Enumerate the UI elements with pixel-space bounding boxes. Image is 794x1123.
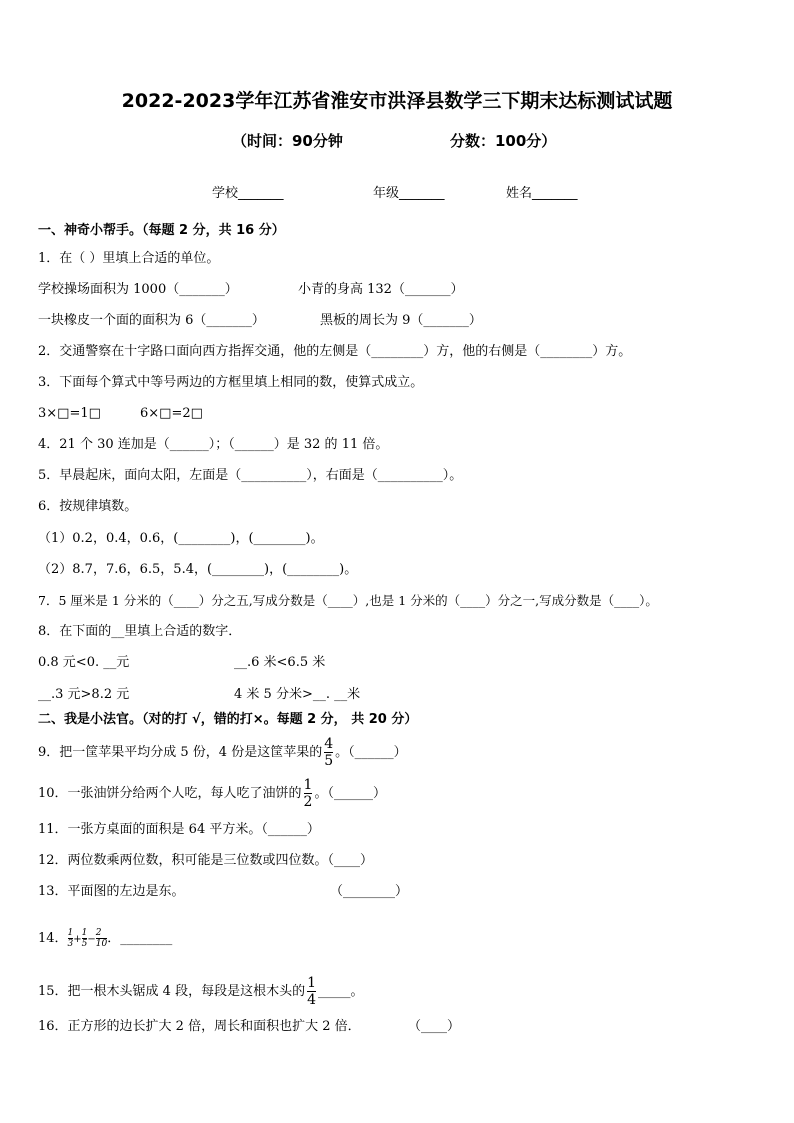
question-10-text: 10．一张油饼分给两个人吃，每人吃了油饼的 — [38, 786, 302, 801]
question-7: 7．5 厘米是 1 分米的（____）分之五,写成分数是（____）,也是 1 分米的（____）分之一,写成分数是（____）。 — [38, 593, 658, 608]
question-13: 13．平面图的左边是东。 — [38, 884, 185, 899]
question-9-answer: 。（______） — [335, 745, 407, 760]
question-13-answer: （________） — [330, 884, 409, 899]
fraction-denominator: 3 — [67, 939, 74, 949]
fraction-denominator: 5 — [81, 939, 88, 949]
fraction-denominator: 10 — [95, 939, 108, 949]
question-15 — [38, 975, 364, 1009]
question-8d: 4 米 5 分米>__. __米 — [234, 687, 361, 702]
fraction-numerator: 4 — [324, 736, 334, 752]
question-6a: （1）0.2，0.4，0.6，(________)，(________)。 — [38, 531, 324, 546]
question-8c: __.3 元>8.2 元 — [38, 687, 130, 702]
question-16-answer: （____） — [408, 1019, 461, 1034]
question-1: 1．在（ ）里填上合适的单位。 — [38, 251, 220, 266]
minus-sign: − — [87, 934, 96, 945]
fraction-1-4 — [307, 975, 316, 1008]
question-3a: 3×□=1□ — [38, 406, 101, 421]
fraction-4-5 — [324, 736, 333, 769]
question-14 — [38, 926, 172, 953]
question-10 — [38, 777, 386, 811]
fraction-numerator: 1 — [67, 928, 74, 938]
plus-sign: + — [73, 934, 82, 945]
question-1d: 黑板的周长为 9（_______） — [320, 313, 482, 328]
section-1-heading: 一、神奇小帮手。（每题 2 分，共 16 分） — [38, 223, 285, 238]
question-1c: 一块橡皮一个面的面积为 6（_______） — [38, 313, 265, 328]
name-field: 姓名_______ — [506, 186, 578, 201]
question-1a: 学校操场面积为 1000（_______） — [38, 282, 238, 297]
fraction-numerator: 1 — [303, 777, 313, 793]
grade-field: 年级_______ — [373, 186, 445, 201]
question-9-text: 9．把一筐苹果平均分成 5 份，4 份是这筐苹果的 — [38, 745, 323, 760]
question-14-answer: ．________ — [107, 931, 173, 946]
question-3b: 6×□=2□ — [140, 406, 203, 421]
question-15-text: 15．把一根木头锯成 4 段，每段是这根木头的 — [38, 984, 306, 999]
question-9 — [38, 736, 407, 770]
school-field: 学校_______ — [212, 186, 284, 201]
question-5: 5．早晨起床，面向太阳，左面是（__________），右面是（__________）。 — [38, 468, 463, 483]
fraction-2-10 — [96, 928, 107, 949]
question-8b: __.6 米<6.5 米 — [234, 655, 326, 670]
fraction-denominator: 5 — [324, 753, 334, 769]
question-11: 11．一张方桌面的面积是 64 平方米。（______） — [38, 822, 320, 837]
question-12: 12．两位数乘两位数，积可能是三位数或四位数。（____） — [38, 853, 374, 868]
question-1b: 小青的身高 132（_______） — [298, 282, 464, 297]
question-10-answer: 。（______） — [314, 786, 386, 801]
exam-time: （时间：90分钟 — [232, 132, 343, 150]
fraction-1-2 — [304, 777, 313, 810]
question-15-answer: _____。 — [318, 984, 364, 999]
question-16: 16．正方形的边长扩大 2 倍，周长和面积也扩大 2 倍． — [38, 1019, 361, 1034]
question-4: 4．21 个 30 连加是（______）；（______）是 32 的 11 倍。 — [38, 437, 389, 452]
exam-score: 分数：100分） — [450, 132, 557, 150]
fraction-numerator: 2 — [95, 928, 102, 938]
question-6b: （2）8.7，7.6，6.5，5.4，(________)，(________)。 — [38, 562, 358, 577]
page-title: 2022-2023学年江苏省淮安市洪泽县数学三下期末达标测试试题 — [121, 90, 673, 112]
section-2-heading: 二、我是小法官。（对的打 √，错的打×。每题 2 分， 共 20 分） — [38, 712, 418, 727]
question-6: 6．按规律填数。 — [38, 499, 138, 514]
fraction-denominator: 4 — [307, 992, 316, 1008]
question-8a: 0.8 元<0. __元 — [38, 655, 130, 670]
fraction-numerator: 1 — [81, 928, 88, 938]
fraction-numerator: 1 — [307, 975, 316, 991]
question-14-number: 14． — [38, 931, 68, 946]
fraction-denominator: 2 — [303, 794, 313, 810]
question-2: 2．交通警察在十字路口面向西方指挥交通，他的左侧是（________）方，他的右侧是（________）方。 — [38, 344, 632, 359]
question-8: 8．在下面的__里填上合适的数字． — [38, 624, 242, 639]
question-3: 3．下面每个算式中等号两边的方框里填上相同的数，使算式成立。 — [38, 375, 424, 390]
